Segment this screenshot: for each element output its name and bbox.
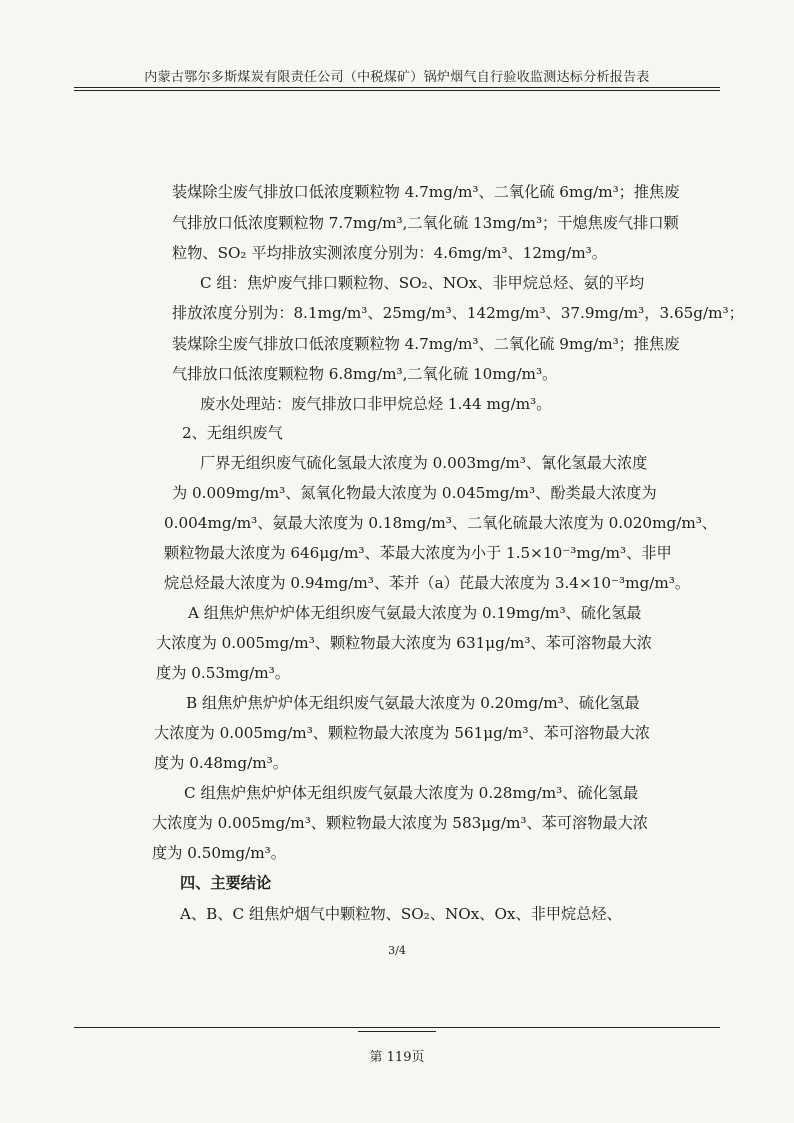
text-line: 排放浓度分别为：8.1mg/m³、25mg/m³、142mg/m³、37.9mg/m³，3.65g/m³；: [172, 304, 744, 322]
text-line: C 组：焦炉废气排口颗粒物、SO₂、NOx、非甲烷总烃、氨的平均: [200, 274, 645, 292]
text-line: 度为 0.50mg/m³。: [152, 844, 286, 862]
text-line: 大浓度为 0.005mg/m³、颗粒物最大浓度为 583μg/m³、苯可溶物最大浓: [152, 814, 648, 832]
page-fraction: 3/4: [388, 944, 406, 957]
text-line: 装煤除尘废气排放口低浓度颗粒物 4.7mg/m³、二氧化硫 6mg/m³；推焦废: [172, 183, 680, 201]
text-line: 0.004mg/m³、氨最大浓度为 0.18mg/m³、二氧化硫最大浓度为 0.020mg/m³、: [164, 514, 717, 532]
section-heading-fugitive: 2、无组织废气: [182, 424, 283, 442]
text-line: 气排放口低浓度颗粒物 6.8mg/m³,二氧化硫 10mg/m³。: [172, 365, 558, 383]
text-line: C 组焦炉焦炉炉体无组织废气氨最大浓度为 0.28mg/m³、硫化氢最: [184, 784, 639, 802]
text-line: 大浓度为 0.005mg/m³、颗粒物最大浓度为 631μg/m³、苯可溶物最大浓: [156, 634, 652, 652]
text-line: 烷总烃最大浓度为 0.94mg/m³、苯并（a）芘最大浓度为 3.4×10⁻³mg/m³。: [164, 574, 691, 592]
footer-page-number: 第 119页: [369, 1050, 425, 1065]
footer-short-rule: [358, 1031, 436, 1032]
text-line: A 组焦炉焦炉炉体无组织废气氨最大浓度为 0.19mg/m³、硫化氢最: [188, 604, 642, 622]
text-line: 度为 0.48mg/m³。: [154, 754, 288, 772]
text-line: A、B、C 组焦炉烟气中颗粒物、SO₂、NOx、Ox、非甲烷总烃、: [180, 905, 622, 923]
text-line: 为 0.009mg/m³、氮氧化物最大浓度为 0.045mg/m³、酚类最大浓度为: [172, 484, 657, 502]
text-line: B 组焦炉焦炉炉体无组织废气氨最大浓度为 0.20mg/m³、硫化氢最: [186, 694, 640, 712]
text-line: 粒物、SO₂ 平均排放实测浓度分别为：4.6mg/m³、12mg/m³。: [172, 244, 607, 262]
footer-rule: [74, 1027, 720, 1028]
report-header-title: 内蒙古鄂尔多斯煤炭有限责任公司（中税煤矿）锅炉烟气自行验收监测达标分析报告表: [144, 70, 650, 85]
text-line: 废水处理站：废气排放口非甲烷总烃 1.44 mg/m³。: [200, 395, 552, 413]
text-line: 装煤除尘废气排放口低浓度颗粒物 4.7mg/m³、二氧化硫 9mg/m³；推焦废: [172, 335, 680, 353]
text-line: 度为 0.53mg/m³。: [156, 664, 290, 682]
text-line: 厂界无组织废气硫化氢最大浓度为 0.003mg/m³、氰化氢最大浓度: [200, 454, 648, 472]
text-line: 颗粒物最大浓度为 646μg/m³、苯最大浓度为小于 1.5×10⁻³mg/m³、非甲: [164, 544, 672, 562]
text-line: 气排放口低浓度颗粒物 7.7mg/m³,二氧化硫 13mg/m³；干熄焦废气排口颗: [172, 214, 679, 232]
section-heading-conclusions: 四、主要结论: [180, 874, 272, 892]
text-line: 大浓度为 0.005mg/m³、颗粒物最大浓度为 561μg/m³、苯可溶物最大浓: [154, 724, 650, 742]
